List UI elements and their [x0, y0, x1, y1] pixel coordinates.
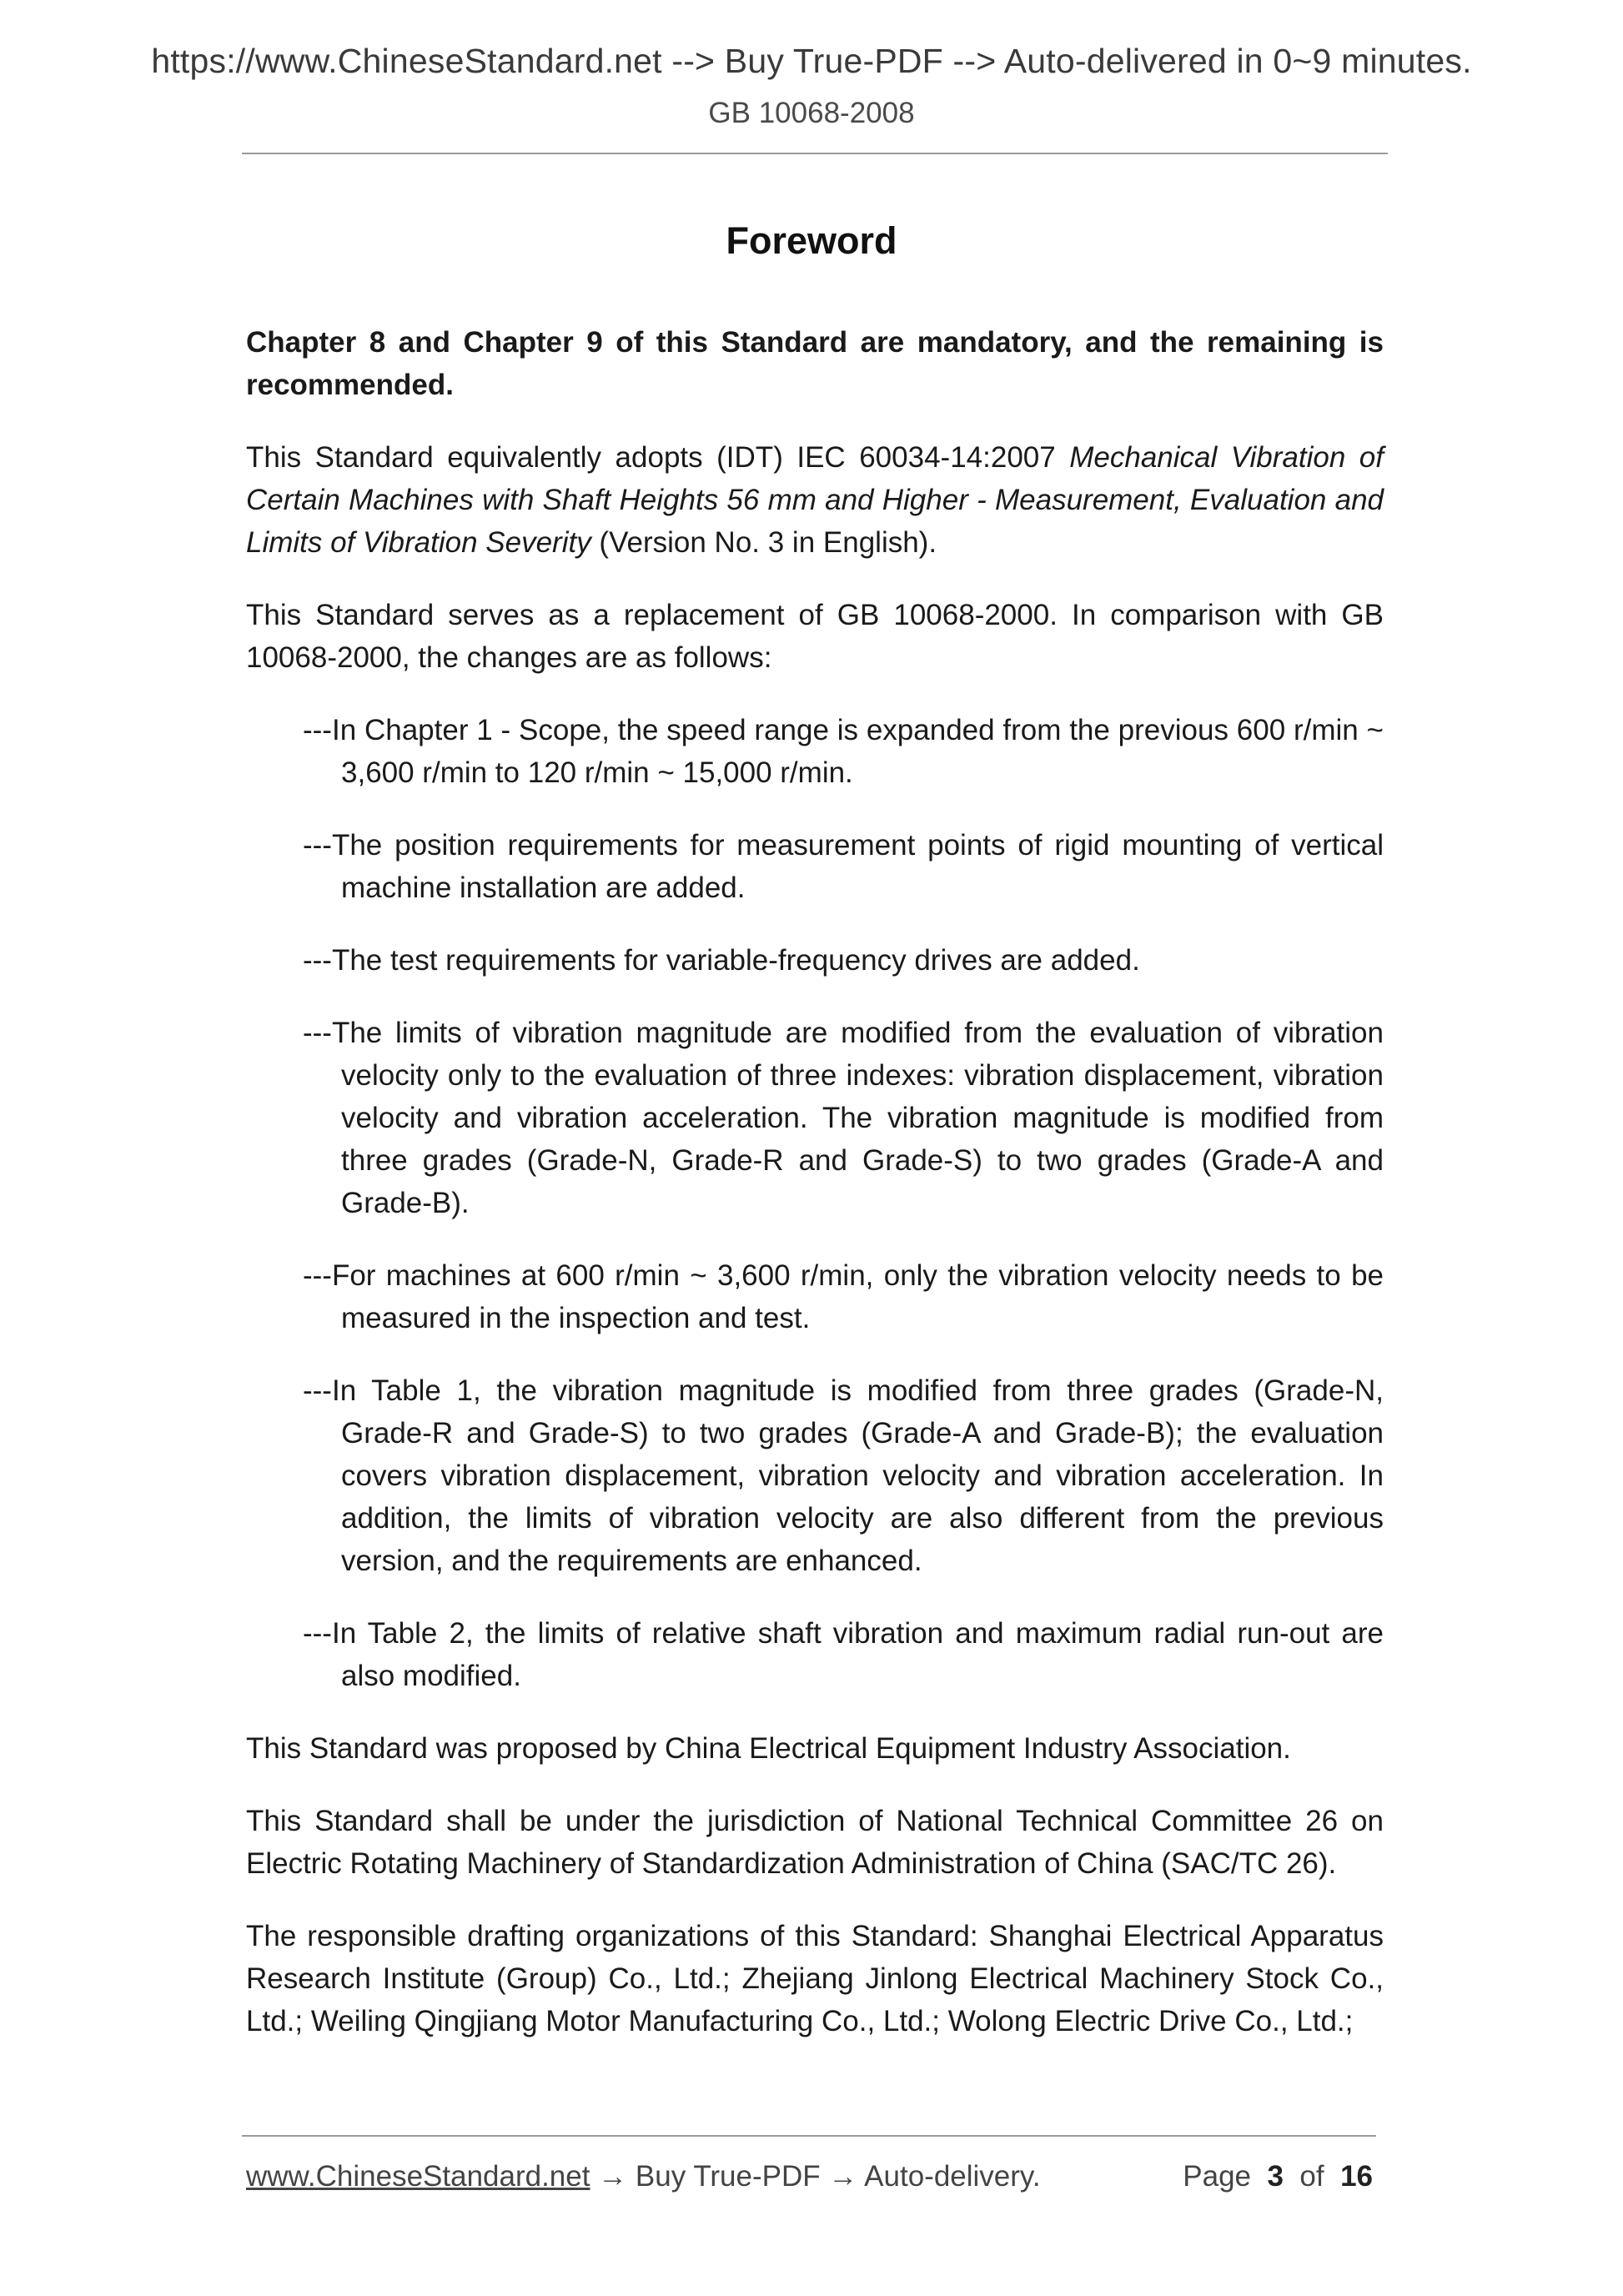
adoption-text-before: This Standard equivalently adopts (IDT) IEC 60034-14:2007 — [246, 441, 1070, 474]
footer-divider — [242, 2135, 1376, 2137]
footer-site-link[interactable]: www.ChineseStandard.net — [246, 2160, 590, 2193]
header-divider — [242, 153, 1388, 154]
page-indicator — [1183, 2160, 1373, 2193]
header-url-line: https://www.ChineseStandard.net --> Buy True-PDF --> Auto-delivered in 0~9 minutes. — [151, 42, 1472, 80]
page-title: Foreword — [726, 219, 897, 262]
change-item: ---In Table 2, the limits of relative shaft vibration and maximum radial run-out are also modified. — [303, 1617, 1384, 1692]
change-item: ---The limits of vibration magnitude are modified from the evaluation of vibration velocity only to the evaluation of three indexes: vibration displacement, vibration velocity and vibration acceleration. The vibration magnitude is modified from three grades (Grade-N, Grade-R and Grade-S) to two grades (Grade-A and Grade-B). — [303, 1017, 1384, 1219]
page-number: 3 — [1267, 2160, 1284, 2193]
jurisdiction-paragraph: This Standard shall be under the jurisdiction of National Technical Committee 26 on Electric Rotating Machinery of Standardization Administration of China (SAC/TC 26). — [246, 1805, 1384, 1880]
mandatory-note: Chapter 8 and Chapter 9 of this Standard are mandatory, and the remaining is recommended. — [246, 326, 1384, 401]
page-label: Page — [1183, 2160, 1252, 2193]
proposed-by-paragraph: This Standard was proposed by China Electrical Equipment Industry Association. — [246, 1732, 1291, 1765]
footer-tagline: → Buy True-PDF → Auto-delivery. — [590, 2160, 1041, 2193]
footer-promo — [246, 2160, 1041, 2193]
drafting-organizations-paragraph: The responsible drafting organizations of this Standard: Shanghai Electrical Apparatus Research Institute (Group) Co., Ltd.; Zhejiang Jinlong Electrical Machinery Stock Co., Ltd.; Weiling Qingjiang Motor Manufacturing Co., Ltd.; Wolong Electric Drive Co., Ltd.; — [246, 1920, 1384, 2037]
document-body — [246, 321, 1384, 2072]
change-item: ---In Chapter 1 - Scope, the speed range is expanded from the previous 600 r/min ~ 3,600 r/min to 120 r/min ~ 15,000 r/min. — [303, 714, 1384, 789]
change-item: ---In Table 1, the vibration magnitude is modified from three grades (Grade-N, Grade-R and Grade-S) to two grades (Grade-A and Grade-B); the evaluation covers vibration displacement, vibration velocity and vibration acceleration. In addition, the limits of vibration velocity are also different from the previous version, and the requirements are enhanced. — [303, 1374, 1384, 1577]
adopted-standard-title: Mechanical Vibration of Certain Machines with Shaft Heights 56 mm and Higher - Measurement, Evaluation and Limits of Vibration Severity — [246, 441, 1384, 559]
adoption-text-after: (Version No. 3 in English). — [590, 526, 937, 559]
change-item: ---The position requirements for measurement points of rigid mounting of vertical machine installation are added. — [303, 829, 1384, 904]
replacement-paragraph: This Standard serves as a replacement of GB 10068-2000. In comparison with GB 10068-2000, the changes are as follows: — [246, 599, 1384, 674]
header-standard-number: GB 10068-2008 — [708, 97, 915, 129]
change-item: ---The test requirements for variable-frequency drives are added. — [303, 944, 1140, 977]
change-item: ---For machines at 600 r/min ~ 3,600 r/min, only the vibration velocity needs to be measured in the inspection and test. — [303, 1259, 1384, 1334]
adoption-paragraph — [246, 436, 1384, 564]
page-total: 16 — [1340, 2160, 1373, 2193]
of-label: of — [1299, 2160, 1324, 2193]
